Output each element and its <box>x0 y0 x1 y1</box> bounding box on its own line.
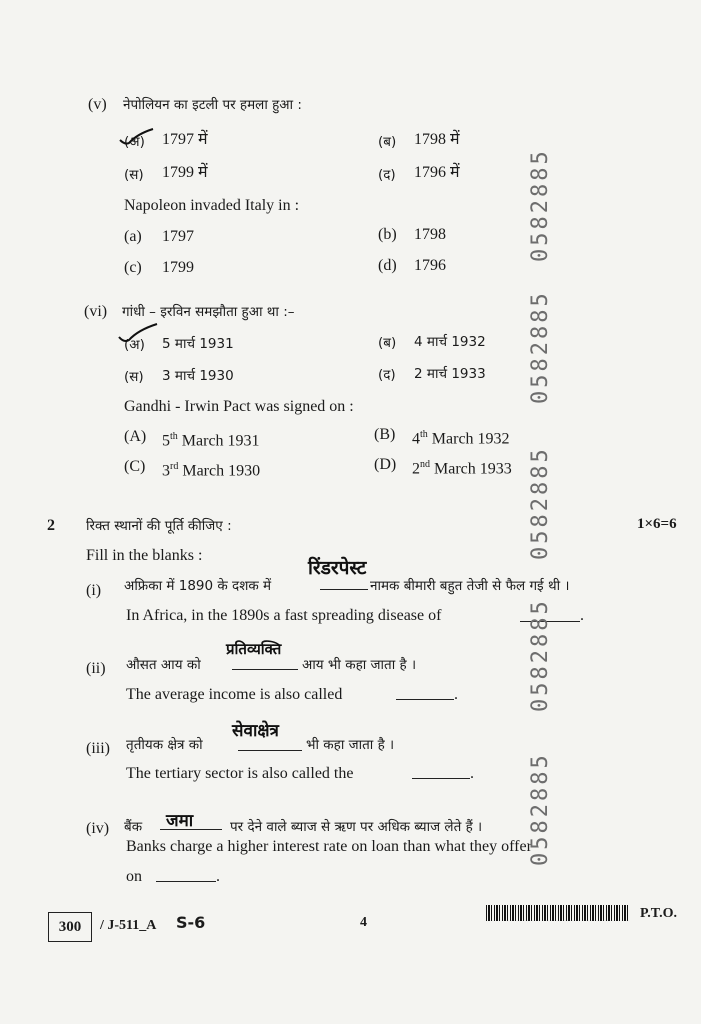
option-key: (द) <box>378 367 396 383</box>
item-text-english: The tertiary sector is also called the <box>126 765 354 782</box>
item-text-english: Banks charge a higher interest rate on loan than what they offer <box>126 838 532 855</box>
option-text: 3 मार्च 1930 <box>162 368 234 384</box>
item-text-hindi: आय भी कहा जाता है । <box>302 657 417 673</box>
option-text: 5 मार्च 1931 <box>162 336 234 352</box>
question-stem-english: Napoleon invaded Italy in : <box>124 197 300 214</box>
item-text-hindi: बैंक <box>124 819 143 835</box>
option-text: 3rd March 1930 <box>162 461 261 480</box>
option-text: 4th March 1932 <box>412 429 510 448</box>
item-number: (ii) <box>86 660 106 677</box>
full-stop: . <box>216 868 220 885</box>
option-key: (a) <box>124 228 142 245</box>
item-text-english: In Africa, in the 1890s a fast spreading disease of <box>126 607 442 624</box>
answer-blank <box>160 829 222 830</box>
option-text: 1798 में <box>414 131 460 148</box>
item-text-english: The average income is also called <box>126 686 343 703</box>
handwritten-answer: प्रतिव्यक्ति <box>226 640 282 658</box>
item-number: (iii) <box>86 740 110 757</box>
option-text: 4 मार्च 1932 <box>414 334 486 350</box>
option-key: (स) <box>124 167 144 183</box>
option-key: (d) <box>378 257 397 274</box>
option-text: 1796 <box>414 257 446 274</box>
option-key: (अ) <box>124 337 145 353</box>
item-text-english: on <box>126 868 142 885</box>
full-stop: . <box>470 765 474 782</box>
serial-stamp: 0582885 <box>528 752 553 866</box>
option-text: 1796 में <box>414 164 460 181</box>
option-key: (द) <box>378 167 396 183</box>
item-number: (iv) <box>86 820 110 837</box>
question-number: 2 <box>47 517 55 534</box>
paper-code-box: 300 <box>48 912 92 942</box>
answer-blank <box>156 881 216 882</box>
option-text: 5th March 1931 <box>162 431 260 450</box>
option-key: (ब) <box>378 134 397 150</box>
answer-blank <box>412 778 470 779</box>
serial-stamp: 0582885 <box>528 148 553 262</box>
option-key: (b) <box>378 226 397 243</box>
page-number: 4 <box>360 915 367 930</box>
answer-blank <box>320 589 368 590</box>
option-key: (ब) <box>378 335 397 351</box>
handwritten-answer: जमा <box>166 811 194 831</box>
item-text-hindi: पर देने वाले ब्याज से ऋण पर अधिक ब्याज लेते हैं । <box>230 819 483 835</box>
full-stop: . <box>454 686 458 703</box>
item-text-hindi: तृतीयक क्षेत्र को <box>126 737 203 753</box>
full-stop: . <box>580 607 584 624</box>
option-text: 1797 <box>162 228 194 245</box>
question-number: (v) <box>88 96 107 113</box>
section-heading-english: Fill in the blanks : <box>86 547 203 564</box>
option-text: 1799 में <box>162 164 208 181</box>
question-stem-hindi: नेपोलियन का इटली पर हमला हुआ : <box>123 97 302 113</box>
option-key: (स) <box>124 369 144 385</box>
question-number: (vi) <box>84 303 108 320</box>
marks-label: 1×6=6 <box>637 516 677 532</box>
option-text: 1799 <box>162 259 194 276</box>
option-key: (C) <box>124 458 146 475</box>
set-label: S-6 <box>176 913 206 932</box>
option-text: 1798 <box>414 226 446 243</box>
item-text-hindi: नामक बीमारी बहुत तेजी से फैल गई थी । <box>370 578 570 594</box>
option-text: 2 मार्च 1933 <box>414 366 486 382</box>
answer-blank <box>238 750 302 751</box>
serial-stamp: 0582885 <box>528 290 553 404</box>
option-key: (D) <box>374 456 397 473</box>
section-heading-hindi: रिक्त स्थानों की पूर्ति कीजिए : <box>86 518 232 534</box>
handwritten-answer: रिंडरपेस्ट <box>308 557 367 579</box>
barcode <box>486 905 628 921</box>
item-text-hindi: भी कहा जाता है । <box>306 737 395 753</box>
handwritten-answer: सेवाक्षेत्र <box>232 721 279 741</box>
paper-code: / J-511_A <box>100 918 157 933</box>
option-key: (A) <box>124 428 147 445</box>
question-stem-hindi: गांधी – इरविन समझौता हुआ था :– <box>122 304 295 320</box>
option-key: (अ) <box>124 134 145 150</box>
item-number: (i) <box>86 582 102 599</box>
item-text-hindi: औसत आय को <box>126 657 201 673</box>
serial-stamp: 0582885 <box>528 446 553 560</box>
option-key: (c) <box>124 259 142 276</box>
answer-blank <box>396 699 454 700</box>
option-key: (B) <box>374 426 396 443</box>
serial-stamp: 0582885 <box>528 598 553 712</box>
tick-mark-icon <box>116 321 160 345</box>
option-text: 2nd March 1933 <box>412 459 512 478</box>
tick-mark-icon <box>117 126 157 148</box>
question-stem-english: Gandhi - Irwin Pact was signed on : <box>124 398 354 415</box>
item-text-hindi: अफ्रिका में 1890 के दशक में <box>124 578 272 594</box>
option-text: 1797 में <box>162 131 208 148</box>
pto-label: P.T.O. <box>640 906 677 921</box>
answer-blank <box>232 669 298 670</box>
